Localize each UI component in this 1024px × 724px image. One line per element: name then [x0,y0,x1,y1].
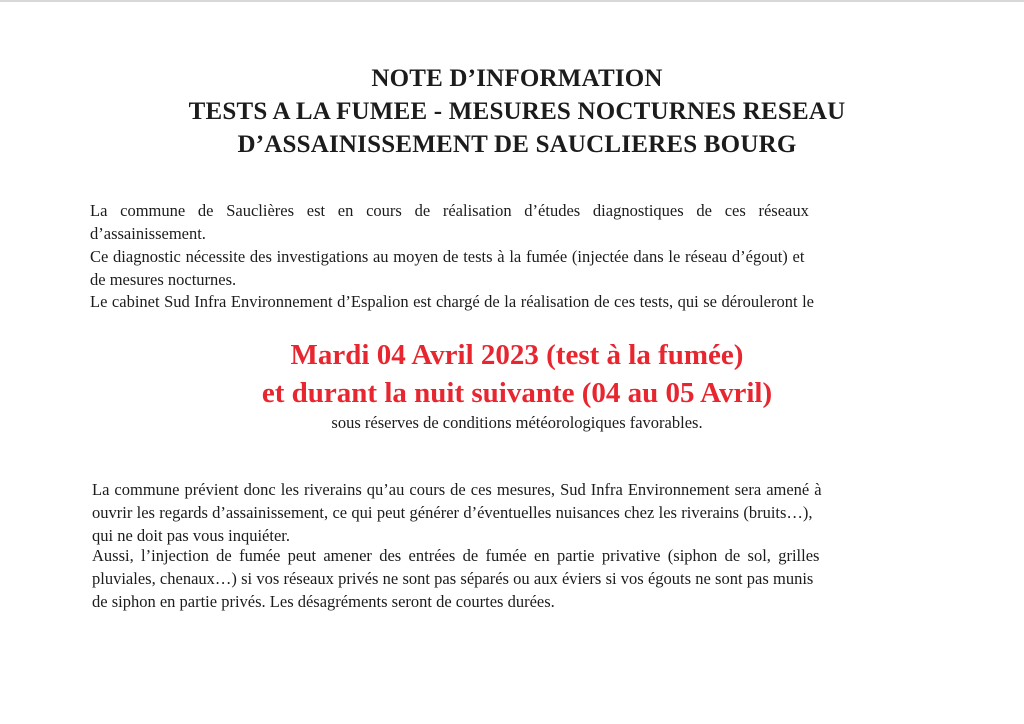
notice-p5-line-1: Aussi, l’injection de fumée peut amener des entrées de fumée en partie privative (siphon de sol, grilles [92,546,820,565]
notice-p4-line-3: qui ne doit pas vous inquiéter. [92,526,290,545]
notice-p4-line-2: ouvrir les regards d’assainissement, ce qui peut générer d’éventuelles nuisances chez les riverains (bruits…), [92,503,813,522]
date-line-1: Mardi 04 Avril 2023 (test à la fumée) [290,339,744,371]
intro-p2-line-1: Ce diagnostic nécessite des investigations au moyen de tests à la fumée (injectée dans le réseau d’égout) et [90,247,805,266]
notice-p4-line-1: La commune prévient donc les riverains qu’au cours de ces mesures, Sud Infra Environnement sera amené à [92,480,822,499]
title-line-3: D’ASSAINISSEMENT DE SAUCLIERES BOURG [237,131,797,158]
notice-p5-line-3: de siphon en partie privés. Les désagréments seront de courtes durées. [92,592,555,611]
notice-paragraph-1 [92,478,950,547]
date-highlight [0,336,1024,434]
date-line-2: et durant la nuit suivante (04 au 05 Avril) [261,377,773,409]
notice-paragraph-2 [92,544,950,613]
intro-p1-line-1 [90,199,946,222]
notice-p5-line-2: pluviales, chenaux…) si vos réseaux privés ne sont pas séparés ou aux éviers si vos égouts ne sont pas munis [92,569,814,588]
document-title [0,62,1024,161]
intro-paragraph-2 [90,245,946,291]
intro-paragraph-1 [90,199,946,245]
intro-p1-line-2: d’assainissement. [90,224,206,243]
intro-paragraph-3 [90,290,946,313]
intro-p3-line-1: Le cabinet Sud Infra Environnement d’Espalion est chargé de la réalisation de ces tests, qui se dérouleront le [90,292,815,311]
scan-edge [0,0,1024,2]
weather-reserve-note: sous réserves de conditions météorologiques favorables. [331,413,703,432]
intro-p1-line-1-text: La commune de Sauclières est en cours de réalisation d’études diagnostiques de ces réseaux [90,201,809,220]
title-line-2: TESTS A LA FUMEE - MESURES NOCTURNES RESEAU [188,98,846,125]
intro-p2-line-2: de mesures nocturnes. [90,270,237,289]
title-line-1: NOTE D’INFORMATION [371,65,663,92]
